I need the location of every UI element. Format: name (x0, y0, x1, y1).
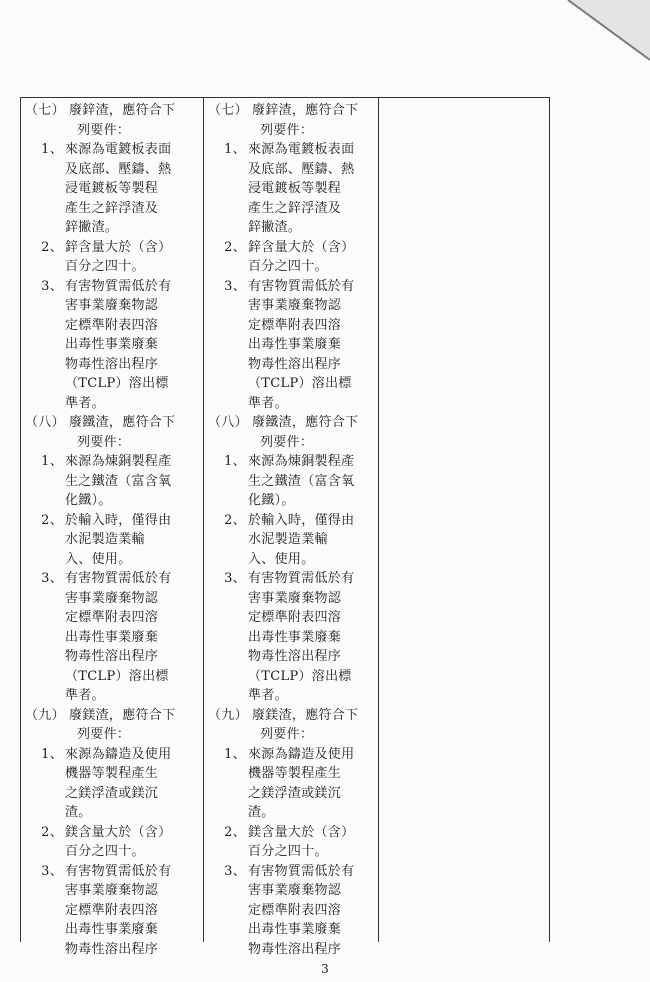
section-title-continued: 列要件： (260, 122, 314, 138)
text-line: 出毒性事業廢棄 (248, 922, 342, 937)
list-item-number: 2、 (41, 512, 63, 528)
section-block (204, 706, 378, 960)
list-item-text (65, 823, 171, 862)
list-item (21, 823, 203, 862)
list-item (204, 569, 378, 706)
text-line: 及底部、壓鑄、熱 (248, 161, 355, 177)
text-line: 水泥製造業輸 (248, 532, 328, 547)
text-line: 之鎂浮渣或鎂沉 (65, 785, 159, 801)
section-title-continued: 列要件： (77, 122, 131, 138)
section-block (21, 413, 203, 706)
list-item-text (65, 511, 171, 570)
text-line: 害事業廢棄物認 (248, 590, 342, 606)
text-line: 準者。 (65, 688, 105, 703)
list-item-text (65, 569, 171, 706)
list-item (21, 140, 203, 238)
text-line: 鋅含量大於（含） (65, 239, 172, 255)
text-line: 定標準附表四溶 (248, 902, 342, 918)
text-line: 入、使用。 (248, 551, 315, 567)
list-item-text (248, 511, 354, 570)
section-heading (21, 413, 203, 433)
text-line: 產生之鋅浮渣及 (65, 200, 159, 216)
text-line: 物毒性溶出程序 (65, 941, 159, 957)
list-item-number: 1、 (224, 454, 246, 469)
list-item-number: 3、 (41, 571, 63, 586)
text-line: 出毒性事業廢棄 (65, 337, 159, 352)
list-item-number: 2、 (224, 512, 246, 528)
text-line: （TCLP）溶出標 (65, 668, 169, 684)
section-title: 廢鐵渣，應符合下 (69, 415, 176, 430)
list-item-number: 1、 (41, 142, 63, 157)
list-item (204, 511, 378, 570)
list-item-text (248, 238, 354, 277)
text-line: 化鐵）。 (248, 493, 295, 508)
list-item-number: 1、 (224, 142, 246, 157)
text-line: 於輸入時，僅得由 (248, 512, 355, 528)
text-line: 定標準附表四溶 (248, 317, 342, 333)
list-item-number: 1、 (41, 746, 63, 762)
list-item-text (248, 745, 354, 823)
list-item-number: 2、 (224, 239, 246, 255)
text-line: 準者。 (65, 395, 105, 411)
text-line: 出毒性事業廢棄 (248, 337, 342, 352)
text-line: 鎂含量大於（含） (248, 824, 355, 840)
table-column-notes (379, 98, 549, 942)
text-line: （TCLP）溶出標 (248, 668, 352, 684)
text-line: 害事業廢棄物認 (248, 298, 342, 313)
text-line: 定標準附表四溶 (65, 317, 159, 333)
text-line: 鋅撇渣。 (65, 220, 119, 235)
text-line: 及底部、壓鑄、熱 (65, 161, 172, 177)
section-number: （八） (25, 415, 65, 430)
section-title: 廢鋅渣，應符合下 (252, 103, 359, 118)
list-item-number: 2、 (41, 824, 63, 840)
list-item-text (248, 452, 354, 511)
text-line: 有害物質需低於有 (248, 571, 355, 586)
text-line: 機器等製程產生 (248, 766, 342, 781)
text-line: 鎂含量大於（含） (65, 824, 172, 840)
list-item (21, 238, 203, 277)
list-item (204, 862, 378, 960)
section-title-continued: 列要件： (260, 434, 314, 450)
text-line: 有害物質需低於有 (65, 571, 172, 586)
list-item-text (248, 569, 354, 706)
text-line: 來源為煉銅製程產 (248, 454, 355, 469)
list-item-number: 1、 (41, 454, 63, 469)
text-line: 出毒性事業廢棄 (65, 922, 159, 937)
list-item (21, 862, 203, 960)
section-block (204, 101, 378, 413)
section-number: （七） (25, 103, 65, 118)
section-number: （九） (25, 707, 65, 723)
text-line: 害事業廢棄物認 (65, 590, 159, 606)
text-line: 害事業廢棄物認 (65, 883, 159, 898)
list-item-text (248, 277, 354, 414)
text-line: 水泥製造業輸 (65, 532, 145, 547)
text-line: 有害物質需低於有 (65, 278, 172, 294)
list-item (204, 238, 378, 277)
text-line: 物毒性溶出程序 (248, 941, 342, 957)
text-line: 於輸入時，僅得由 (65, 512, 172, 528)
table-column-revised (21, 98, 204, 957)
text-line: 來源為鑄造及使用 (65, 746, 172, 762)
text-line: 百分之四十。 (248, 844, 328, 859)
text-line: 百分之四十。 (65, 844, 145, 859)
text-line: 化鐵）。 (65, 493, 112, 508)
list-item (21, 511, 203, 570)
list-item (204, 277, 378, 414)
section-title: 廢鎂渣，應符合下 (252, 707, 359, 723)
text-line: 來源為鑄造及使用 (248, 746, 355, 762)
text-line: 生之鐵渣（富含氧 (65, 473, 172, 489)
text-line: 有害物質需低於有 (248, 863, 355, 879)
list-item-number: 1、 (224, 746, 246, 762)
list-item-text (65, 140, 171, 238)
list-item (204, 745, 378, 823)
text-line: 產生之鋅浮渣及 (248, 200, 342, 216)
section-heading (204, 706, 378, 726)
list-item (204, 452, 378, 511)
text-line: 定標準附表四溶 (65, 610, 159, 625)
section-heading (21, 101, 203, 121)
section-heading (204, 101, 378, 121)
page-corner-fold (530, 0, 650, 80)
text-line: 有害物質需低於有 (65, 863, 172, 879)
section-heading (21, 706, 203, 726)
list-item (21, 745, 203, 823)
text-line: （TCLP）溶出標 (65, 376, 169, 391)
text-line: 出毒性事業廢棄 (65, 629, 159, 645)
list-item-text (248, 862, 354, 960)
section-title-continued: 列要件： (260, 727, 314, 742)
text-line: 物毒性溶出程序 (248, 356, 342, 372)
text-line: 物毒性溶出程序 (65, 649, 159, 664)
list-item-text (65, 452, 171, 511)
text-line: 百分之四十。 (65, 259, 145, 274)
text-line: 機器等製程產生 (65, 766, 159, 781)
list-item-number: 3、 (224, 278, 246, 294)
page-number: 3 (321, 962, 329, 976)
list-item-text (65, 238, 171, 277)
text-line: 物毒性溶出程序 (65, 356, 159, 372)
text-line: 物毒性溶出程序 (248, 649, 342, 664)
section-title-continued: 列要件： (77, 434, 131, 450)
list-item-number: 2、 (224, 824, 246, 840)
text-line: 浸電鍍板等製程 (248, 181, 342, 196)
text-line: 準者。 (248, 395, 288, 411)
list-item-text (65, 277, 171, 414)
text-line: 準者。 (248, 688, 288, 703)
text-line: （TCLP）溶出標 (248, 376, 352, 391)
text-line: 來源為電鍍板表面 (65, 142, 172, 157)
section-title: 廢鎂渣，應符合下 (69, 707, 176, 723)
list-item-text (248, 140, 354, 238)
text-line: 鋅含量大於（含） (248, 239, 355, 255)
section-block (21, 706, 203, 960)
comparison-table (20, 97, 550, 957)
section-number: （九） (208, 707, 248, 723)
text-line: 有害物質需低於有 (248, 278, 355, 294)
list-item-text (65, 862, 171, 960)
list-item-number: 3、 (41, 863, 63, 879)
list-item-text (248, 823, 354, 862)
text-line: 渣。 (65, 805, 92, 820)
text-line: 生之鐵渣（富含氧 (248, 473, 355, 489)
section-title: 廢鋅渣，應符合下 (69, 103, 176, 118)
text-line: 來源為電鍍板表面 (248, 142, 355, 157)
list-item (21, 452, 203, 511)
text-line: 渣。 (248, 805, 275, 820)
text-line: 害事業廢棄物認 (65, 298, 159, 313)
text-line: 鋅撇渣。 (248, 220, 302, 235)
section-heading (204, 413, 378, 433)
section-number: （八） (208, 415, 248, 430)
list-item (204, 823, 378, 862)
list-item (21, 277, 203, 414)
text-line: 入、使用。 (65, 551, 132, 567)
text-line: 出毒性事業廢棄 (248, 629, 342, 645)
section-title: 廢鐵渣，應符合下 (252, 415, 359, 430)
text-line: 定標準附表四溶 (65, 902, 159, 918)
list-item-number: 3、 (224, 571, 246, 586)
text-line: 之鎂浮渣或鎂沉 (248, 785, 342, 801)
list-item (21, 569, 203, 706)
section-title-continued: 列要件： (77, 727, 131, 742)
list-item-number: 3、 (41, 278, 63, 294)
text-line: 百分之四十。 (248, 259, 328, 274)
list-item-text (65, 745, 171, 823)
list-item (204, 140, 378, 238)
section-number: （七） (208, 103, 248, 118)
list-item-number: 3、 (224, 863, 246, 879)
section-block (21, 101, 203, 413)
section-block (204, 413, 378, 706)
text-line: 浸電鍍板等製程 (65, 181, 159, 196)
text-line: 定標準附表四溶 (248, 610, 342, 625)
table-column-current (204, 98, 379, 957)
text-line: 害事業廢棄物認 (248, 883, 342, 898)
text-line: 來源為煉銅製程產 (65, 454, 172, 469)
list-item-number: 2、 (41, 239, 63, 255)
